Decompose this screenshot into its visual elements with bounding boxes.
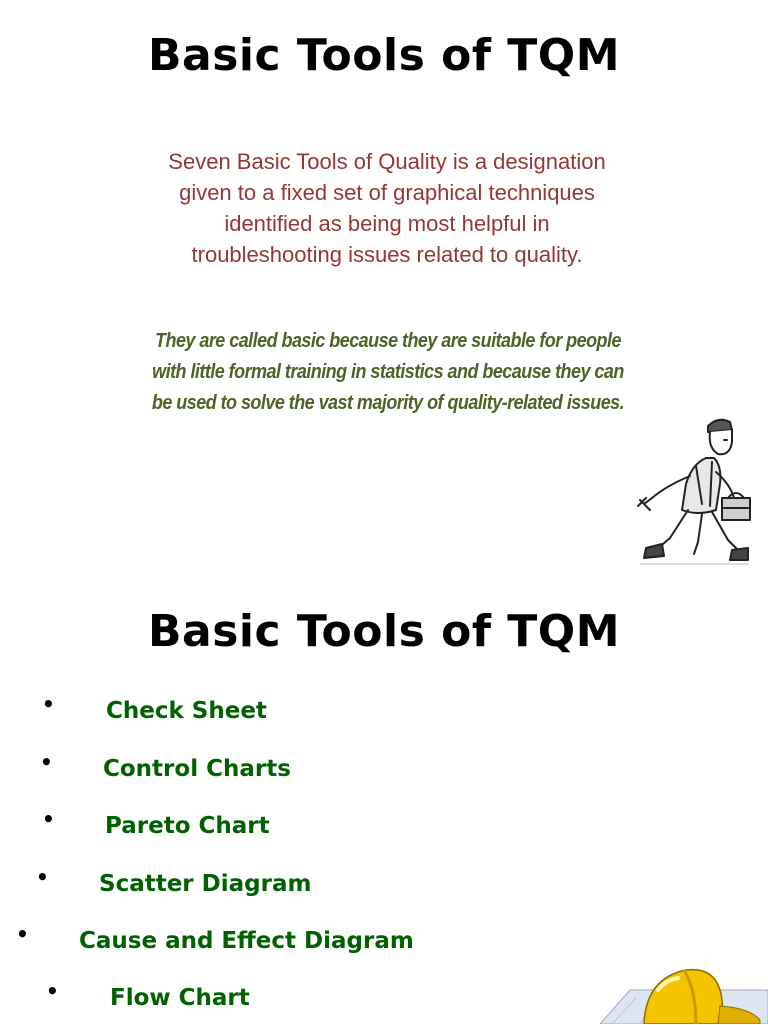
tool-label: Cause and Effect Diagram bbox=[79, 928, 414, 954]
tool-label: Pareto Chart bbox=[105, 813, 270, 839]
slide-2 bbox=[0, 576, 768, 1024]
intro-line: Seven Basic Tools of Quality is a designation bbox=[168, 149, 606, 174]
basic-note-paragraph bbox=[114, 326, 661, 419]
worker-clipart-icon bbox=[636, 414, 752, 570]
note-line: with little formal training in statistics and because they can bbox=[152, 361, 624, 383]
hard-hat-clipart-icon bbox=[600, 960, 768, 1024]
tool-label: Control Charts bbox=[103, 756, 291, 782]
intro-paragraph bbox=[90, 146, 684, 270]
slide-2-title: Basic Tools of TQM bbox=[147, 606, 620, 657]
tool-label: Flow Chart bbox=[110, 985, 250, 1011]
intro-line: troubleshooting issues related to quality. bbox=[191, 242, 583, 267]
bullet-icon: • bbox=[36, 865, 49, 889]
note-line: be used to solve the vast majority of quality-related issues. bbox=[151, 392, 625, 414]
bullet-icon: • bbox=[40, 750, 53, 774]
tool-label: Check Sheet bbox=[106, 698, 267, 724]
tool-label: Scatter Diagram bbox=[99, 871, 312, 897]
bullet-icon: • bbox=[46, 979, 59, 1003]
note-line: They are called basic because they are suitable for people bbox=[155, 330, 621, 352]
bullet-icon: • bbox=[16, 922, 29, 946]
intro-line: identified as being most helpful in bbox=[224, 211, 550, 236]
slide-1-title: Basic Tools of TQM bbox=[147, 30, 620, 81]
bullet-icon: • bbox=[42, 807, 55, 831]
intro-line: given to a fixed set of graphical techniques bbox=[179, 180, 595, 205]
bullet-icon: • bbox=[42, 692, 55, 716]
